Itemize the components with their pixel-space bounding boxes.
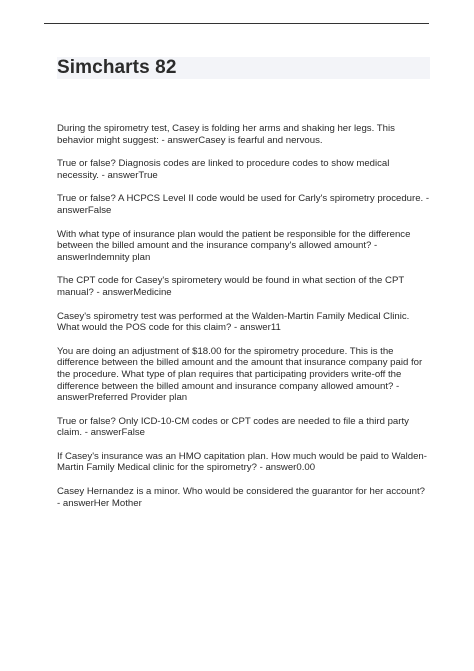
question-answer-list (57, 123, 435, 521)
qa-item-7: You are doing an adjustment of $18.00 for the spirometry procedure. This is the difference between the billed amount and the amount that insurance company paid for the procedure. What type of plan requires that participating providers write-off the difference between the billed amount and insurance company allowed amount? - answerPreferred Provider plan (57, 345, 423, 404)
page-title: Simcharts 82 (57, 57, 177, 78)
qa-item-9: If Casey's insurance was an HMO capitation plan. How much would be paid to Walden- Martin Family Medical clinic for the spirometry? - answer0.00 (57, 450, 427, 474)
qa-item-10: Casey Hernandez is a minor. Who would be considered the guarantor for her account? - answerHer Mother (57, 486, 425, 509)
qa-item-6: Casey's spirometry test was performed at the Walden-Martin Family Medical Clinic. What would the POS code for this claim? - answer11 (57, 310, 410, 334)
qa-item-5: The CPT code for Casey's spirometery would be found in what section of the CPT manual? - answerMedicine (57, 275, 405, 298)
qa-item-4: With what type of insurance plan would the patient be responsible for the difference between the billed amount and the insurance company's allowed amount? - answerIndemnity plan (57, 228, 411, 263)
qa-item-3: True or false? A HCPCS Level II code would be used for Carly's spirometry procedure. - answerFalse (57, 193, 430, 216)
header-rule (44, 23, 429, 24)
qa-item-1: During the spirometry test, Casey is folding her arms and shaking her legs. This behavior might suggest: - answerCasey is fearful and nervous. (57, 123, 395, 146)
qa-item-8: True or false? Only ICD-10-CM codes or CPT codes are needed to file a third party claim. - answerFalse (57, 415, 409, 439)
qa-item-2: True or false? Diagnosis codes are linked to procedure codes to show medical necessity. - answerTrue (57, 158, 390, 181)
